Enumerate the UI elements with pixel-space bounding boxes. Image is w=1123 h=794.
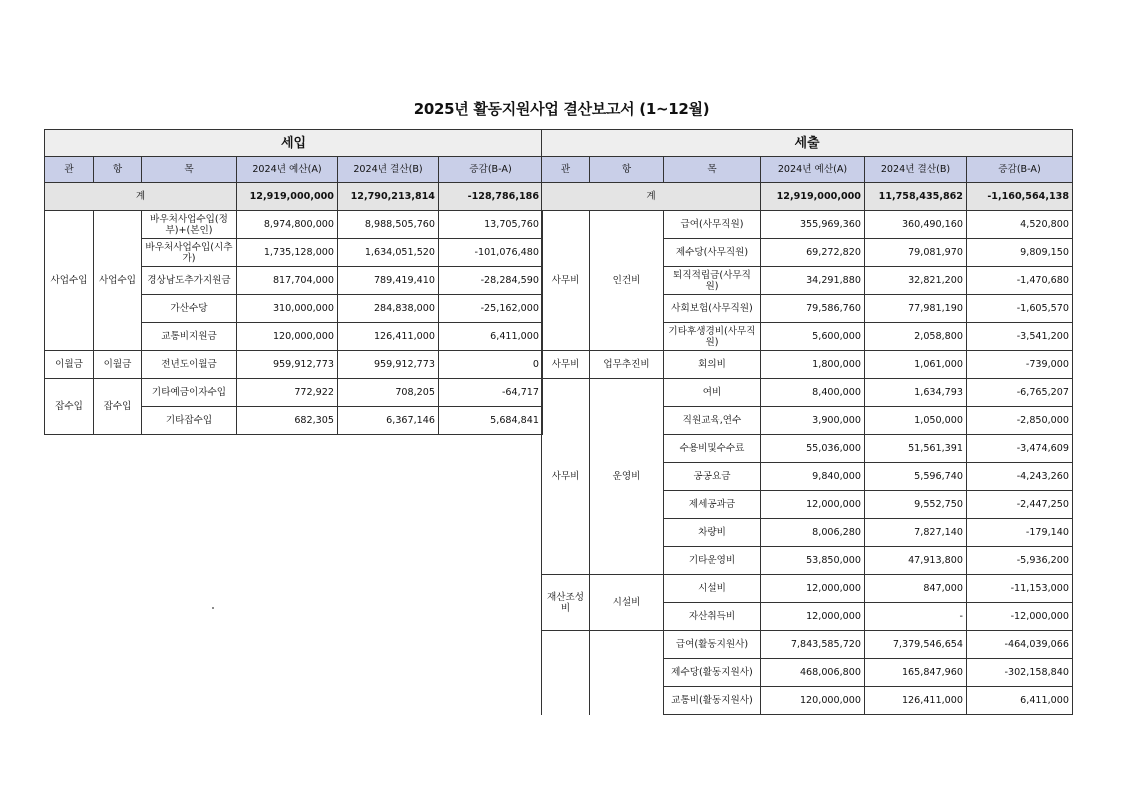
diff-cell: -179,140 [967,519,1073,547]
total-diff: -128,786,186 [439,183,543,211]
table-row [542,379,1073,407]
hang-cell: 이월금 [94,351,142,379]
col-settle: 2024년 결산(B) [865,157,967,183]
settle-cell: 1,634,793 [865,379,967,407]
diff-cell: -2,850,000 [967,407,1073,435]
settle-cell: 77,981,190 [865,295,967,323]
col-budget: 2024년 예산(A) [237,157,338,183]
diff-cell: 6,411,000 [439,323,543,351]
hang-cell [590,631,664,715]
mok-cell: 회의비 [664,351,761,379]
budget-cell: 959,912,773 [237,351,338,379]
expense-table [541,129,1073,715]
mok-cell: 교통비지원금 [142,323,237,351]
budget-cell: 468,006,800 [761,659,865,687]
settle-cell: 360,490,160 [865,211,967,239]
mok-cell: 바우처사업수입(정부)+(본인) [142,211,237,239]
diff-cell: -3,541,200 [967,323,1073,351]
budget-cell: 9,840,000 [761,463,865,491]
budget-cell: 8,400,000 [761,379,865,407]
diff-cell: -12,000,000 [967,603,1073,631]
diff-cell: -464,039,066 [967,631,1073,659]
settle-cell: 9,552,750 [865,491,967,519]
settle-cell: - [865,603,967,631]
budget-cell: 7,843,585,720 [761,631,865,659]
budget-cell: 79,586,760 [761,295,865,323]
page-title: 2025년 활동지원사업 결산보고서 (1~12월) [413,100,710,118]
budget-cell: 8,006,280 [761,519,865,547]
diff-cell: 6,411,000 [967,687,1073,715]
total-settle: 11,758,435,862 [865,183,967,211]
hang-cell: 인건비 [590,211,664,351]
table-row [542,211,1073,239]
budget-cell: 69,272,820 [761,239,865,267]
col-budget: 2024년 예산(A) [761,157,865,183]
gwan-cell: 재산조성비 [542,575,590,631]
settle-cell: 959,912,773 [338,351,439,379]
col-diff: 증감(B-A) [439,157,543,183]
settle-cell: 6,367,146 [338,407,439,435]
mok-cell: 가산수당 [142,295,237,323]
mok-cell: 수용비및수수료 [664,435,761,463]
gwan-cell: 이월금 [45,351,94,379]
diff-cell: -5,936,200 [967,547,1073,575]
budget-cell: 8,974,800,000 [237,211,338,239]
settle-cell: 7,379,546,654 [865,631,967,659]
mok-cell: 자산취득비 [664,603,761,631]
scan-speck [212,607,214,609]
table-row [45,379,543,407]
total-budget: 12,919,000,000 [237,183,338,211]
settle-cell: 1,050,000 [865,407,967,435]
diff-cell: 4,520,800 [967,211,1073,239]
mok-cell: 제수당(사무직원) [664,239,761,267]
budget-cell: 5,600,000 [761,323,865,351]
col-gwan: 관 [45,157,94,183]
diff-cell: -6,765,207 [967,379,1073,407]
col-mok: 목 [664,157,761,183]
table-row [45,351,543,379]
mok-cell: 차량비 [664,519,761,547]
settle-cell: 789,419,410 [338,267,439,295]
table-row [542,631,1073,659]
income-section-title: 세입 [45,130,543,157]
income-table [44,129,543,435]
total-diff: -1,160,564,138 [967,183,1073,211]
settle-cell: 2,058,800 [865,323,967,351]
settle-cell: 847,000 [865,575,967,603]
diff-cell: -25,162,000 [439,295,543,323]
col-mok: 목 [142,157,237,183]
mok-cell: 기타운영비 [664,547,761,575]
total-label: 계 [542,183,761,211]
mok-cell: 퇴직적립금(사무직원) [664,267,761,295]
col-hang: 항 [590,157,664,183]
budget-cell: 355,969,360 [761,211,865,239]
gwan-cell: 사무비 [542,351,590,379]
settle-cell: 32,821,200 [865,267,967,295]
income-total-row [45,183,543,211]
diff-cell: -302,158,840 [967,659,1073,687]
settle-cell: 708,205 [338,379,439,407]
budget-cell: 772,922 [237,379,338,407]
col-hang: 항 [94,157,142,183]
diff-cell: -28,284,590 [439,267,543,295]
budget-cell: 55,036,000 [761,435,865,463]
col-settle: 2024년 결산(B) [338,157,439,183]
diff-cell: -101,076,480 [439,239,543,267]
table-row [542,351,1073,379]
mok-cell: 전년도이월금 [142,351,237,379]
diff-cell: -64,717 [439,379,543,407]
mok-cell: 사회보험(사무직원) [664,295,761,323]
mok-cell: 급여(활동지원사) [664,631,761,659]
budget-cell: 682,305 [237,407,338,435]
gwan-cell: 사업수입 [45,211,94,351]
settle-cell: 5,596,740 [865,463,967,491]
mok-cell: 공공요금 [664,463,761,491]
diff-cell: -2,447,250 [967,491,1073,519]
hang-cell: 시설비 [590,575,664,631]
budget-cell: 12,000,000 [761,491,865,519]
budget-cell: 817,704,000 [237,267,338,295]
diff-cell: -11,153,000 [967,575,1073,603]
diff-cell: -1,605,570 [967,295,1073,323]
hang-cell: 운영비 [590,379,664,575]
table-row [542,575,1073,603]
diff-cell: -3,474,609 [967,435,1073,463]
budget-cell: 120,000,000 [761,687,865,715]
mok-cell: 제수당(활동지원사) [664,659,761,687]
expense-section-title: 세출 [542,130,1073,157]
mok-cell: 기타후생경비(사무직원) [664,323,761,351]
settle-cell: 126,411,000 [338,323,439,351]
total-budget: 12,919,000,000 [761,183,865,211]
budget-cell: 12,000,000 [761,575,865,603]
settle-cell: 126,411,000 [865,687,967,715]
settle-cell: 165,847,960 [865,659,967,687]
diff-cell: 13,705,760 [439,211,543,239]
mok-cell: 경상남도추가지원금 [142,267,237,295]
hang-cell: 업무추진비 [590,351,664,379]
mok-cell: 제세공과금 [664,491,761,519]
budget-cell: 34,291,880 [761,267,865,295]
mok-cell: 교통비(활동지원사) [664,687,761,715]
mok-cell: 급여(사무직원) [664,211,761,239]
settle-cell: 47,913,800 [865,547,967,575]
diff-cell: 9,809,150 [967,239,1073,267]
gwan-cell: 잡수입 [45,379,94,435]
diff-cell: -4,243,260 [967,463,1073,491]
mok-cell: 기타잡수입 [142,407,237,435]
budget-cell: 310,000,000 [237,295,338,323]
total-settle: 12,790,213,814 [338,183,439,211]
diff-cell: 0 [439,351,543,379]
settle-cell: 51,561,391 [865,435,967,463]
settle-cell: 7,827,140 [865,519,967,547]
settle-cell: 8,988,505,760 [338,211,439,239]
budget-cell: 3,900,000 [761,407,865,435]
mok-cell: 시설비 [664,575,761,603]
mok-cell: 바우처사업수입(시추가) [142,239,237,267]
expense-total-row [542,183,1073,211]
hang-cell: 사업수입 [94,211,142,351]
diff-cell: 5,684,841 [439,407,543,435]
col-diff: 증감(B-A) [967,157,1073,183]
settle-cell: 1,061,000 [865,351,967,379]
col-gwan: 관 [542,157,590,183]
settle-cell: 284,838,000 [338,295,439,323]
table-row [45,211,543,239]
budget-cell: 1,735,128,000 [237,239,338,267]
gwan-cell [542,631,590,715]
gwan-cell: 사무비 [542,211,590,351]
budget-cell: 53,850,000 [761,547,865,575]
settle-cell: 79,081,970 [865,239,967,267]
budget-cell: 120,000,000 [237,323,338,351]
hang-cell: 잡수입 [94,379,142,435]
gwan-cell: 사무비 [542,379,590,575]
mok-cell: 직원교육,연수 [664,407,761,435]
diff-cell: -1,470,680 [967,267,1073,295]
settle-cell: 1,634,051,520 [338,239,439,267]
budget-cell: 1,800,000 [761,351,865,379]
diff-cell: -739,000 [967,351,1073,379]
mok-cell: 기타예금이자수입 [142,379,237,407]
mok-cell: 여비 [664,379,761,407]
budget-cell: 12,000,000 [761,603,865,631]
total-label: 계 [45,183,237,211]
